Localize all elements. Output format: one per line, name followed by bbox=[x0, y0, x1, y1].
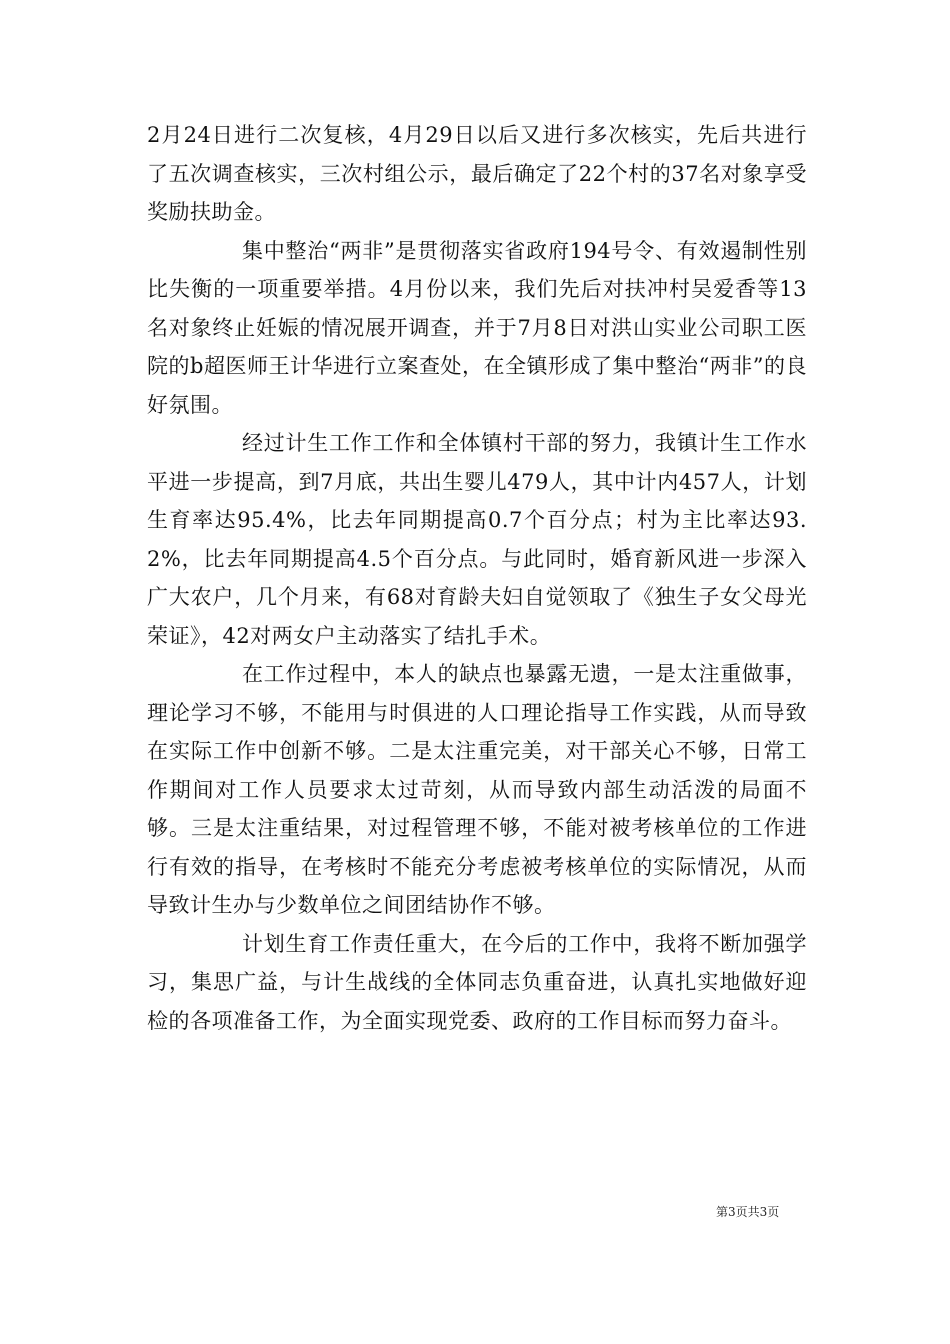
paragraph-shortcomings: 在工作过程中，本人的缺点也暴露无遗，一是太注重做事，理论学习不够，不能用与时俱进的人口理论指导工作实践，从而导致在实际工作中创新不够。二是太注重完美，对干部关心不够，日常工作期间对工作人员要求太过苛刻，从而导致内部生动活泼的局面不够。三是太注重结果，对过程管理不够，不能对被考核单位的工作进行有效的指导，在考核时不能充分考虑被考核单位的实际情况，从而导致计生办与少数单位之间团结协作不够。 bbox=[147, 662, 807, 917]
page-number-footer: 第3页共3页 bbox=[716, 1205, 780, 1219]
paragraph-conclusion: 计划生育工作责任重大，在今后的工作中，我将不断加强学习，集思广益，与计生战线的全体同志负重奋进，认真扎实地做好迎检的各项准备工作，为全面实现党委、政府的工作目标而努力奋斗。 bbox=[147, 931, 807, 1033]
paragraph-two-illegal-rectification: 集中整治“两非”是贯彻落实省政府194号令、有效遏制性别比失衡的一项重要举措。4月份以来，我们先后对扶冲村吴爱香等13名对象终止妊娠的情况展开调查，并于7月8日对洪山实业公司职工医院的b超医师王计华进行立案查处，在全镇形成了集中整治“两非”的良好氛围。 bbox=[147, 238, 807, 417]
document-body bbox=[147, 116, 807, 1040]
paragraph-work-results: 经过计生工作工作和全体镇村干部的努力，我镇计生工作水平进一步提高，到7月底，共出生婴儿479人，其中计内457人，计划生育率达95.4%，比去年同期提高0.7个百分点；村为主比率达93.2%，比去年同期提高4.5个百分点。与此同时，婚育新风进一步深入广大农户，几个月来，有68对育龄夫妇自觉领取了《独生子女父母光荣证》，42对两女户主动落实了结扎手术。 bbox=[147, 431, 807, 648]
paragraph-continuation: 2月24日进行二次复核，4月29日以后又进行多次核实，先后共进行了五次调查核实，三次村组公示，最后确定了22个村的37名对象享受奖励扶助金。 bbox=[147, 123, 807, 224]
